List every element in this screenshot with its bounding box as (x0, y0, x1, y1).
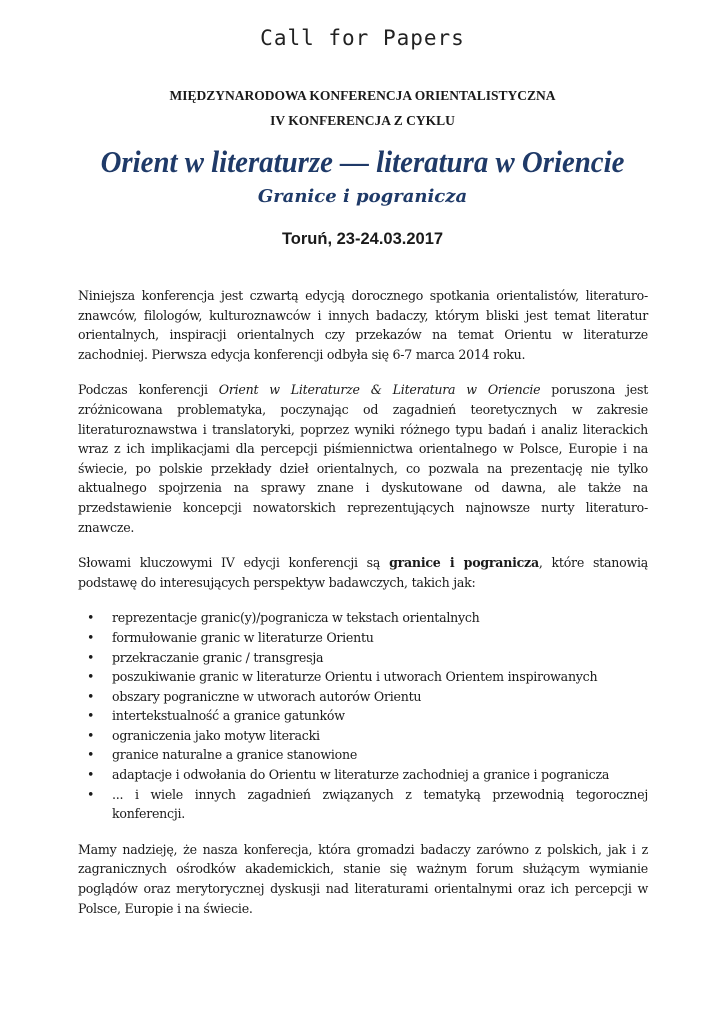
conference-title: Orient w literaturze — literatura w Oriencie (100, 144, 625, 179)
conference-type-heading: MIĘDZYNARODOWA KONFERENCJA ORIENTALISTYCZNA (169, 88, 556, 103)
list-item: • obszary pograniczne w utworach autorów Orientu (78, 687, 648, 707)
conference-subtitle: Granice i pogranicza (257, 186, 468, 207)
keywords-text-end: , które stanowią podstawę do interesujących perspektyw badawczych, takich jak: (78, 555, 648, 590)
conference-series-heading: IV KONFERENCJA Z CYKLU (270, 113, 455, 128)
list-item: • poszukiwanie granic w literaturze Orientu i utworach Orientem inspirowanych (78, 667, 648, 687)
list-item: • formułowanie granic w literaturze Orientu (78, 628, 648, 648)
scope-text-end: poruszona jest zróżnicowana problematyka, poczynając od zagadnień teoretycznych w zakresie literaturoznawstwa i translatoryki, poprzez wyniki różnego typu badań i analiz literackich wraz z ich implikacjami dla percepcji piśmiennictwa orientalnego w Polsce, Europie i na świecie, po polskie przekłady dzieł orientalnych, co pozwala na prezentację nie tylko aktualnego spojrzenia na sprawy znane i dyskutowane od dawna, ale także na przedstawienie koncepcji nowatorskich reprezentujących najnowsze nurty literaturo-znawcze. (78, 382, 649, 535)
conference-date-location: Toruń, 23-24.03.2017 (281, 230, 444, 248)
keywords-paragraph (78, 553, 648, 592)
scope-paragraph (78, 380, 648, 537)
intro-paragraph: Niniejsza konferencja jest czwartą edycją dorocznego spotkania orientalistów, literaturo-znawców, filologów, kulturoznawców i innych badaczy, którym bliski jest temat literatur orientalnych, inspiracji orientalnych czy przekazów na temat Orientu w literaturze zachodniej. Pierwsza edycja konferencji odbyła się 6-7 marca 2014 roku. (78, 288, 648, 362)
list-item: • reprezentacje granic(y)/pogranicza w tekstach orientalnych (78, 608, 648, 628)
list-item: • adaptacje i odwołania do Orientu w literaturze zachodniej a granice i pogranicza (78, 765, 648, 785)
closing-paragraph: Mamy nadzieję, że nasza konferecja, która gromadzi badaczy zarówno z polskich, jak i z zagranicznych ośrodków akademickich, stanie się ważnym forum służącym wymianie poglądów oraz merytorycznej dyskusji nad literaturami orientalnymi oraz ich percepcji w Polsce, Europie i na świecie. (78, 841, 648, 916)
keywords-bold: granice i pogranicza (389, 555, 539, 571)
list-item: • intertekstualność a granice gatunków (78, 706, 648, 726)
list-item: • ograniczenia jako motyw literacki (78, 726, 648, 746)
topics-list (78, 608, 648, 824)
list-item: • przekraczanie granic / transgresja (78, 648, 648, 668)
scope-text-start: Podczas konferencji (78, 382, 219, 398)
list-item: • granice naturalne a granice stanowione (78, 745, 648, 765)
list-item: • ... i wiele innych zagadnień związanych z tematyką przewodnią tegorocznej konferencji. (78, 785, 648, 824)
call-for-papers-heading: Call for Papers (260, 26, 465, 50)
document-body (78, 286, 648, 934)
series-name-italic: Orient w Literaturze & Literatura w Oriencie (218, 382, 541, 398)
keywords-text-start: Słowami kluczowymi IV edycji konferencji są (78, 555, 390, 571)
